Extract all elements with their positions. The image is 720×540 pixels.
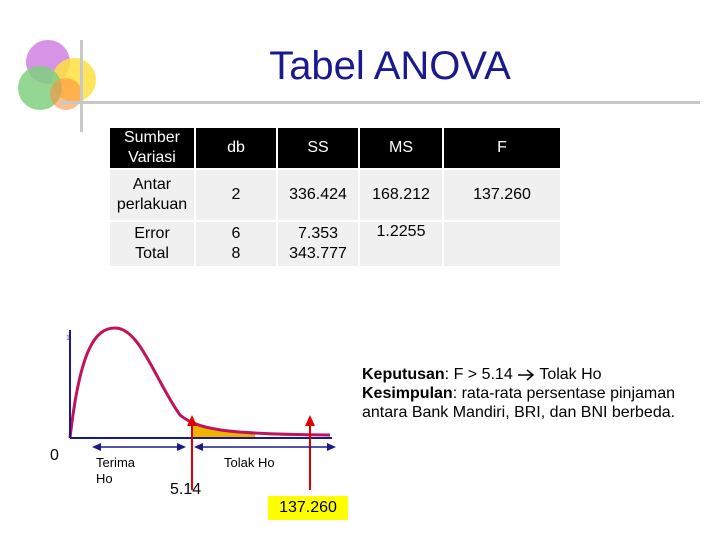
cell-f: 137.260	[444, 170, 560, 220]
table-row	[110, 170, 560, 220]
accept-label-line1: Terima	[96, 455, 136, 470]
cell-ss: 7.353 343.777	[278, 222, 358, 266]
cell-f	[444, 222, 560, 266]
f-curve	[70, 328, 330, 438]
cell-source: Error Total	[110, 222, 194, 266]
summary-label: Kesimpulan	[362, 385, 453, 402]
header-f: F	[444, 128, 560, 168]
cell-ms: 168.212	[360, 170, 442, 220]
decor-horizontal-line	[60, 101, 700, 104]
cell-ss: 336.424	[278, 170, 358, 220]
accept-arrow-left	[92, 443, 101, 451]
f-value-label: 137.260	[268, 496, 348, 520]
reject-arrow-right	[327, 443, 336, 451]
reject-label: Tolak Ho	[224, 455, 275, 470]
cell-db: 6 8	[196, 222, 276, 266]
header-ss: SS	[278, 128, 358, 168]
decision-label: Keputusan	[362, 366, 445, 383]
table-row	[110, 222, 560, 266]
decision-text: : F > 5.14	[444, 366, 513, 383]
arrow-right-icon	[517, 369, 535, 381]
cell-db: 2	[196, 170, 276, 220]
f-value-arrowhead	[305, 415, 315, 426]
anova-table	[108, 126, 562, 268]
cell-source: Antar perlakuan	[110, 170, 194, 220]
table-header-row	[110, 128, 560, 168]
conclusion-text	[362, 365, 692, 422]
critical-value-label: 5.14	[170, 481, 202, 498]
cell-ms: 1.2255	[360, 222, 442, 266]
y-tick-label: 1	[66, 335, 70, 342]
reject-arrow-left	[194, 443, 203, 451]
slide-title: Tabel ANOVA	[269, 44, 511, 88]
header-db: db	[196, 128, 276, 168]
accept-label-line2: Ho	[96, 471, 113, 486]
decision-line	[362, 365, 692, 384]
summary-line	[362, 384, 692, 422]
accept-arrow-right	[177, 443, 186, 451]
decor-vertical-line	[80, 40, 83, 132]
origin-label: 0	[50, 447, 59, 464]
f-distribution-diagram	[40, 320, 370, 520]
header-ms: MS	[360, 128, 442, 168]
summary-text: : rata-rata persentase pinjaman antara Bank Mandiri, BRI, dan BNI berbeda.	[362, 385, 676, 421]
decision-result: Tolak Ho	[535, 366, 602, 383]
header-source: Sumber Variasi	[110, 128, 194, 168]
